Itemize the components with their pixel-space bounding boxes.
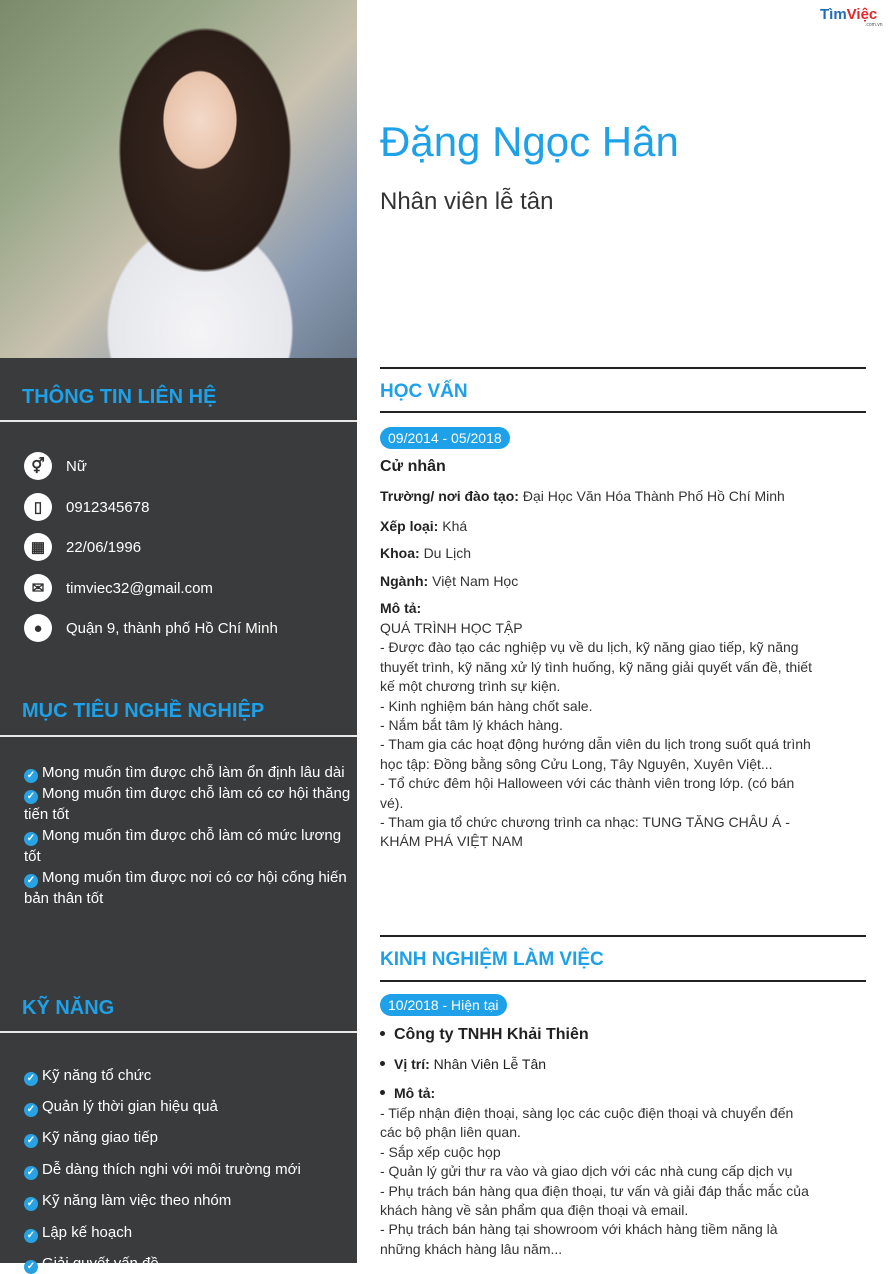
faculty-field: Khoa: Du Lịch — [380, 545, 472, 561]
section-divider — [0, 420, 357, 422]
check-circle-icon: ✓ — [24, 1197, 38, 1211]
experience-description: - Tiếp nhận điện thoại, sàng lọc các cuộc điện thoại và chuyển đến các bộ phận liên quan. - Sắp xếp cuộc họp - Quản lý gửi thư ra vào và giao dịch với các nhà cung cấp dịch vụ - Phụ trách bán hàng qua điện thoại, tư vấn và giải đáp thắc mắc của khách hàng về sản phẩm qua điện thoại và email. - Phụ trách bán hàng tại showroom với khách hàng tiềm năng là những khách hàng lâu năm... — [380, 1105, 809, 1257]
objective-item: ✓ Mong muốn tìm được chỗ làm có mức lương tốt — [24, 827, 342, 865]
check-circle-icon: ✓ — [24, 874, 38, 888]
school-field: Trường/ nơi đào tạo: Đại Học Văn Hóa Thành Phố Hồ Chí Minh — [380, 488, 785, 504]
logo-subtext: .com.vn — [865, 22, 883, 28]
experience-period-badge: 10/2018 - Hiện tại — [380, 994, 507, 1016]
experience-desc-label: Mô tả: — [380, 1085, 435, 1101]
objective-section-title: MỤC TIÊU NGHỀ NGHIỆP — [22, 700, 265, 722]
contact-phone — [24, 493, 149, 521]
skill-item: ✓ Dễ dàng thích nghi với môi trường mới — [24, 1161, 301, 1180]
check-circle-icon: ✓ — [24, 790, 38, 804]
major-field: Ngành: Việt Nam Học — [380, 573, 519, 589]
check-circle-icon: ✓ — [24, 832, 38, 846]
position-field: Vị trí: Nhân Viên Lễ Tân — [380, 1056, 546, 1072]
section-divider — [0, 735, 357, 737]
contact-birthday — [24, 533, 141, 561]
contact-address — [24, 614, 278, 642]
company-name: Công ty TNHH Khải Thiên — [380, 1026, 589, 1044]
check-circle-icon: ✓ — [24, 1072, 38, 1086]
phone-value: 0912345678 — [66, 498, 150, 516]
calendar-icon: ▦ — [24, 533, 52, 561]
skill-item: ✓ Kỹ năng làm việc theo nhóm — [24, 1192, 231, 1211]
candidate-name: Đặng Ngọc Hân — [380, 118, 679, 165]
section-divider — [0, 1031, 357, 1033]
skill-item: ✓ Quản lý thời gian hiệu quả — [24, 1098, 218, 1117]
section-divider — [380, 935, 866, 937]
experience-section-title: KINH NGHIỆM LÀM VIỆC — [380, 949, 604, 970]
section-divider — [380, 980, 866, 982]
location-icon: ● — [24, 614, 52, 642]
check-circle-icon: ✓ — [24, 769, 38, 783]
check-circle-icon: ✓ — [24, 1103, 38, 1117]
contact-email — [24, 574, 213, 602]
objective-item: ✓ Mong muốn tìm được nơi có cơ hội cống hiến bản thân tốt — [24, 869, 347, 907]
skill-item: ✓ Kỹ năng tổ chức — [24, 1067, 151, 1086]
sidebar — [0, 0, 357, 1272]
section-divider — [380, 411, 866, 413]
contact-gender — [24, 452, 87, 480]
job-title: Nhân viên lễ tân — [380, 188, 554, 215]
phone-icon: ▯ — [24, 493, 52, 521]
check-circle-icon: ✓ — [24, 1166, 38, 1180]
skills-section-title: KỸ NĂNG — [22, 997, 115, 1019]
education-period-badge: 09/2014 - 05/2018 — [380, 427, 510, 449]
contact-section-title: THÔNG TIN LIÊN HỆ — [22, 386, 217, 408]
email-icon: ✉ — [24, 574, 52, 602]
profile-photo — [0, 0, 357, 358]
education-section-title: HỌC VẤN — [380, 381, 468, 402]
degree: Cử nhân — [380, 458, 446, 475]
gender-value: Nữ — [66, 457, 87, 475]
check-circle-icon: ✓ — [24, 1260, 38, 1274]
timviec-logo[interactable]: TìmViệc — [820, 6, 878, 23]
rank-field: Xếp loại: Khá — [380, 518, 468, 534]
skill-item: ✓ Giải quyết vấn đề — [24, 1255, 159, 1274]
check-circle-icon: ✓ — [24, 1229, 38, 1243]
objective-item: ✓ Mong muốn tìm được chỗ làm ổn định lâu dài — [24, 762, 359, 783]
education-description: QUÁ TRÌNH HỌC TẬP - Được đào tạo các nghiệp vụ về du lịch, kỹ năng giao tiếp, kỹ năng thuyết trình, kỹ năng xử lý tình huống, kỹ năng giải quyết vấn đề, thiết kế một chương trình sự kiện. - Kinh nghiệm bán hàng chốt sale. - Nắm bắt tâm lý khách hàng. - Tham gia các hoạt động hướng dẫn viên du lịch trong suốt quá trình học tập: Đồng bằng sông Cửu Long, Tây Nguyên, Xuyên Việt... - Tổ chức đêm hội Halloween với các thành viên trong lớp. (có bán vé). - Tham gia tổ chức chương trình ca nhạc: TUNG TĂNG CHÂU Á - KHÁM PHÁ VIỆT NAM — [380, 620, 812, 850]
objective-list — [24, 762, 359, 909]
skill-item: ✓ Kỹ năng giao tiếp — [24, 1129, 158, 1148]
address-value: Quận 9, thành phố Hồ Chí Minh — [66, 619, 278, 637]
objective-item: ✓ Mong muốn tìm được chỗ làm có cơ hội thăng tiến tốt — [24, 785, 351, 823]
main-content — [357, 0, 893, 1263]
education-desc-label: Mô tả: — [380, 600, 422, 616]
birthday-value: 22/06/1996 — [66, 538, 142, 556]
email-value[interactable]: timviec32@gmail.com — [66, 579, 213, 597]
skill-item: ✓ Lập kế hoạch — [24, 1224, 132, 1243]
check-circle-icon: ✓ — [24, 1134, 38, 1148]
gender-icon: ⚥ — [24, 452, 52, 480]
section-divider — [380, 367, 866, 369]
